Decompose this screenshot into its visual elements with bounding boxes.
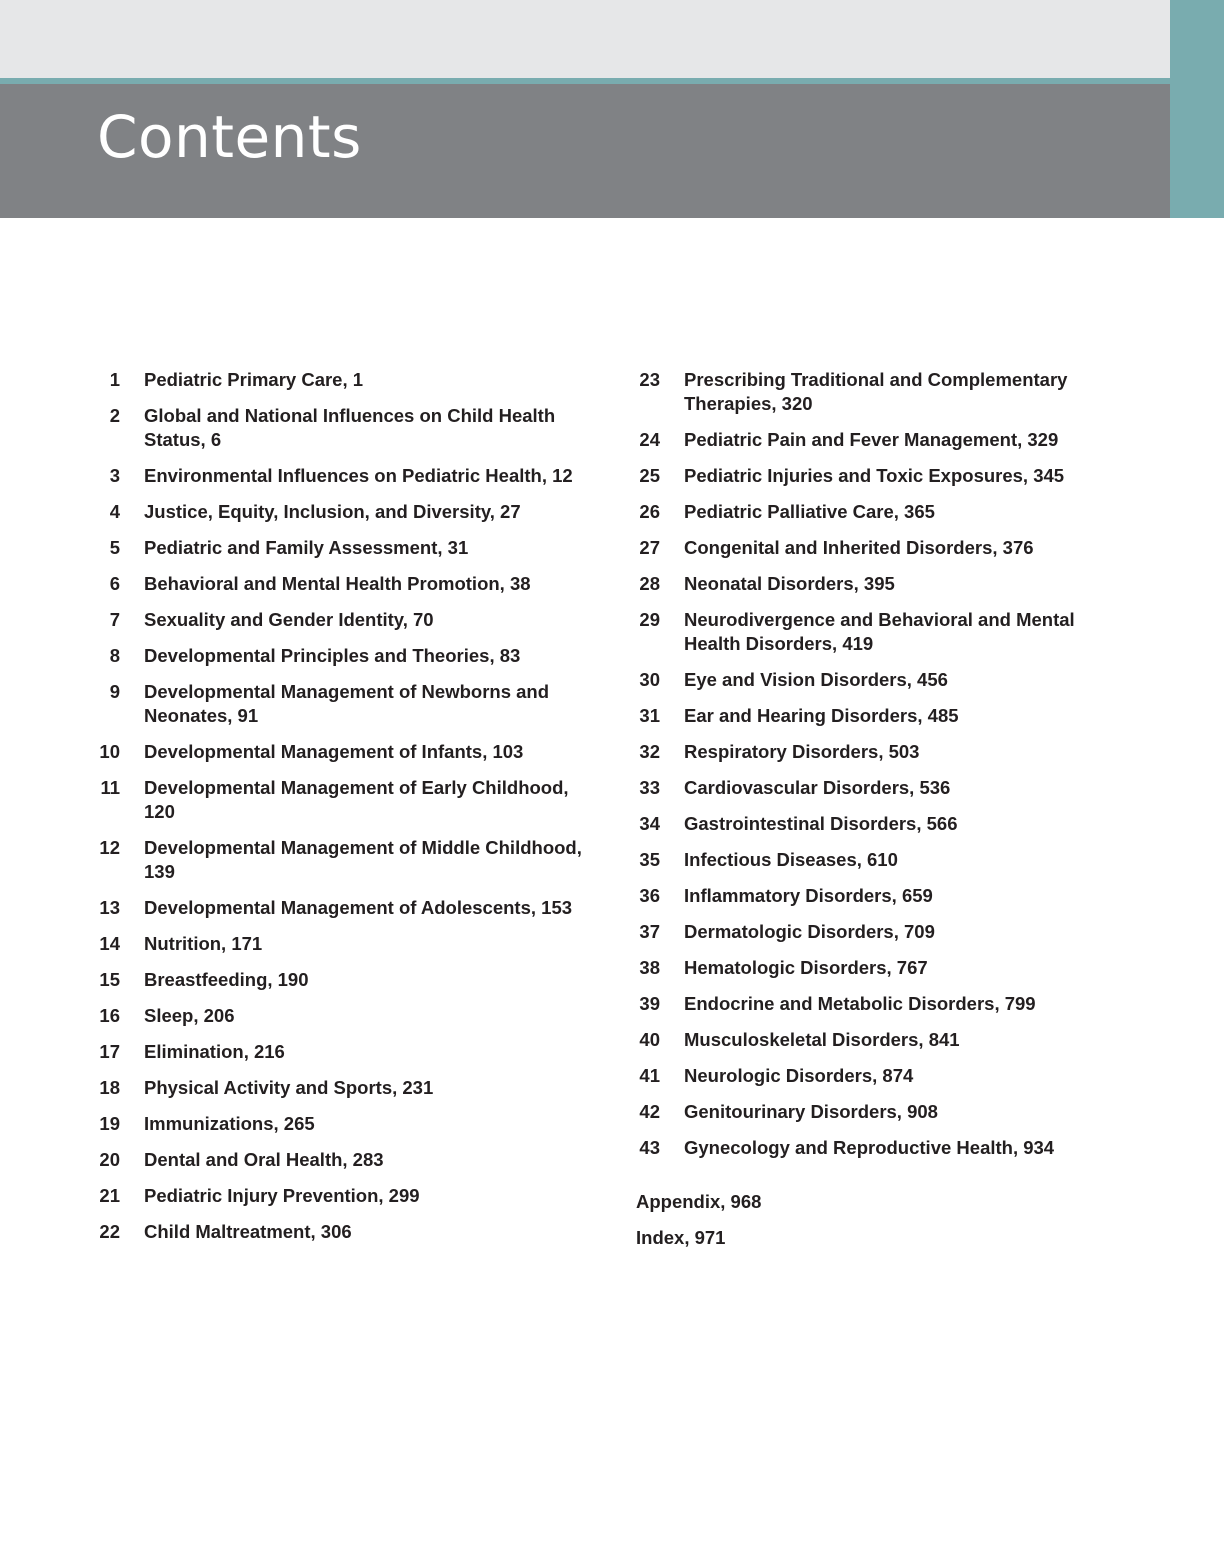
chapter-number: 40 [639,1029,660,1050]
chapter-title: Ear and Hearing Disorders, 485 [684,705,959,726]
toc-entry-chapter-34[interactable] [636,812,1116,836]
chapter-title: Developmental Management of Infants, 103 [144,741,524,762]
toc-entry-chapter-8[interactable] [96,644,596,668]
toc-entry-chapter-1[interactable] [96,368,596,392]
chapter-number: 25 [639,465,660,486]
chapter-title: Nutrition, 171 [144,933,263,954]
page-edge-tab [1170,0,1224,218]
chapter-title: Developmental Management of Early Childhood, 120 [144,777,569,822]
chapter-number: 24 [639,429,660,450]
toc-entry-chapter-31[interactable] [636,704,1116,728]
chapter-title: Pediatric Palliative Care, 365 [684,501,935,522]
toc-entry-chapter-16[interactable] [96,1004,596,1028]
chapter-title: Developmental Principles and Theories, 83 [144,645,521,666]
chapter-title: Pediatric and Family Assessment, 31 [144,537,469,558]
chapter-number: 18 [99,1077,120,1098]
toc-back-matter-entry[interactable]: Index, 971 [636,1227,726,1248]
chapter-number: 6 [109,573,120,594]
chapter-number: 1 [109,369,120,390]
toc-entry-chapter-30[interactable] [636,668,1116,692]
chapter-title: Pediatric Pain and Fever Management, 329 [684,429,1059,450]
toc-right-column [636,368,1116,1172]
chapter-title: Infectious Diseases, 610 [684,849,898,870]
toc-entry-chapter-13[interactable] [96,896,596,920]
chapter-number: 5 [109,537,120,558]
chapter-title: Dental and Oral Health, 283 [144,1149,384,1170]
chapter-number: 37 [639,921,660,942]
toc-entry-chapter-27[interactable] [636,536,1116,560]
chapter-number: 12 [99,837,120,858]
chapter-title: Neurodivergence and Behavioral and Mental Health Disorders, 419 [684,609,1075,654]
chapter-title: Prescribing Traditional and Complementary Therapies, 320 [684,369,1068,414]
chapter-title: Hematologic Disorders, 767 [684,957,928,978]
chapter-title: Immunizations, 265 [144,1113,315,1134]
chapter-number: 21 [99,1185,120,1206]
chapter-number: 28 [639,573,660,594]
toc-entry-chapter-32[interactable] [636,740,1116,764]
chapter-number: 42 [639,1101,660,1122]
chapter-number: 38 [639,957,660,978]
chapter-number: 36 [639,885,660,906]
toc-entry-chapter-20[interactable] [96,1148,596,1172]
chapter-number: 13 [99,897,120,918]
toc-entry-chapter-25[interactable] [636,464,1116,488]
chapter-title: Developmental Management of Adolescents, 153 [144,897,573,918]
chapter-title: Neurologic Disorders, 874 [684,1065,914,1086]
toc-entry-chapter-37[interactable] [636,920,1116,944]
chapter-number: 32 [639,741,660,762]
chapter-title: Developmental Management of Middle Childhood, 139 [144,837,582,882]
chapter-number: 3 [109,465,120,486]
chapter-number: 33 [639,777,660,798]
chapter-number: 43 [639,1137,660,1158]
toc-entry-chapter-9[interactable] [96,680,596,728]
chapter-title: Pediatric Primary Care, 1 [144,369,364,390]
chapter-number: 35 [639,849,660,870]
chapter-title: Endocrine and Metabolic Disorders, 799 [684,993,1036,1014]
chapter-number: 30 [639,669,660,690]
chapter-number: 2 [109,405,120,426]
chapter-number: 17 [99,1041,120,1062]
chapter-title: Justice, Equity, Inclusion, and Diversity, 27 [144,501,521,522]
chapter-title: Breastfeeding, 190 [144,969,309,990]
chapter-title: Gastrointestinal Disorders, 566 [684,813,958,834]
chapter-title: Congenital and Inherited Disorders, 376 [684,537,1034,558]
chapter-title: Neonatal Disorders, 395 [684,573,895,594]
toc-entry-chapter-6[interactable] [96,572,596,596]
chapter-title: Eye and Vision Disorders, 456 [684,669,948,690]
chapter-number: 20 [99,1149,120,1170]
chapter-title: Elimination, 216 [144,1041,285,1062]
toc-entry-chapter-5[interactable] [96,536,596,560]
toc-entry-chapter-35[interactable] [636,848,1116,872]
toc-entry-chapter-26[interactable] [636,500,1116,524]
toc-entry-chapter-10[interactable] [96,740,596,764]
chapter-title: Physical Activity and Sports, 231 [144,1077,434,1098]
toc-entry-chapter-33[interactable] [636,776,1116,800]
chapter-number: 10 [99,741,120,762]
toc-back-matter [636,1190,761,1262]
toc-entry-chapter-43[interactable] [636,1136,1116,1160]
toc-entry-chapter-38[interactable] [636,956,1116,980]
toc-entry-chapter-11[interactable] [96,776,596,824]
toc-entry-chapter-41[interactable] [636,1064,1116,1088]
chapter-title: Behavioral and Mental Health Promotion, 38 [144,573,531,594]
chapter-number: 27 [639,537,660,558]
chapter-title: Pediatric Injury Prevention, 299 [144,1185,420,1206]
chapter-title: Dermatologic Disorders, 709 [684,921,935,942]
toc-entry-chapter-17[interactable] [96,1040,596,1064]
chapter-number: 34 [639,813,660,834]
chapter-title: Sleep, 206 [144,1005,235,1026]
chapter-title: Pediatric Injuries and Toxic Exposures, 345 [684,465,1065,486]
chapter-title: Child Maltreatment, 306 [144,1221,352,1242]
chapter-number: 39 [639,993,660,1014]
toc-entry-chapter-29[interactable] [636,608,1116,656]
chapter-title: Global and National Influences on Child Health Status, 6 [144,405,556,450]
chapter-title: Respiratory Disorders, 503 [684,741,920,762]
chapter-number: 8 [109,645,120,666]
toc-entry-chapter-15[interactable] [96,968,596,992]
toc-entry-chapter-3[interactable] [96,464,596,488]
chapter-title: Cardiovascular Disorders, 536 [684,777,951,798]
chapter-number: 9 [109,681,120,702]
chapter-number: 14 [99,933,120,954]
chapter-number: 31 [639,705,660,726]
toc-left-column [96,368,596,1256]
chapter-title: Gynecology and Reproductive Health, 934 [684,1137,1055,1158]
chapter-number: 19 [99,1113,120,1134]
toc-entry-chapter-14[interactable] [96,932,596,956]
toc-entry-chapter-19[interactable] [96,1112,596,1136]
toc-entry-chapter-21[interactable] [96,1184,596,1208]
toc-entry-chapter-4[interactable] [96,500,596,524]
toc-entry-chapter-36[interactable] [636,884,1116,908]
toc-back-matter-entry[interactable]: Appendix, 968 [636,1191,762,1212]
chapter-number: 4 [109,501,120,522]
toc-entry-chapter-39[interactable] [636,992,1116,1016]
toc-entry-chapter-7[interactable] [96,608,596,632]
chapter-number: 29 [639,609,660,630]
chapter-title: Sexuality and Gender Identity, 70 [144,609,434,630]
toc-entry-chapter-42[interactable] [636,1100,1116,1124]
toc-entry-chapter-23[interactable] [636,368,1116,416]
page-title: Contents [97,103,362,171]
chapter-number: 11 [100,777,120,798]
chapter-title: Developmental Management of Newborns and Neonates, 91 [144,681,550,726]
toc-entry-chapter-22[interactable] [96,1220,596,1244]
chapter-number: 23 [639,369,660,390]
chapter-number: 22 [99,1221,120,1242]
chapter-number: 7 [109,609,120,630]
toc-entry-chapter-40[interactable] [636,1028,1116,1052]
chapter-number: 26 [639,501,660,522]
chapter-number: 41 [639,1065,660,1086]
chapter-title: Environmental Influences on Pediatric Health, 12 [144,465,573,486]
toc-entry-chapter-12[interactable] [96,836,596,884]
toc-entry-chapter-28[interactable] [636,572,1116,596]
toc-entry-chapter-18[interactable] [96,1076,596,1100]
header-top-band [0,0,1170,78]
toc-entry-chapter-24[interactable] [636,428,1116,452]
chapter-title: Inflammatory Disorders, 659 [684,885,933,906]
chapter-title: Musculoskeletal Disorders, 841 [684,1029,960,1050]
chapter-number: 15 [99,969,120,990]
chapter-number: 16 [99,1005,120,1026]
chapter-title: Genitourinary Disorders, 908 [684,1101,938,1122]
toc-entry-chapter-2[interactable] [96,404,596,452]
